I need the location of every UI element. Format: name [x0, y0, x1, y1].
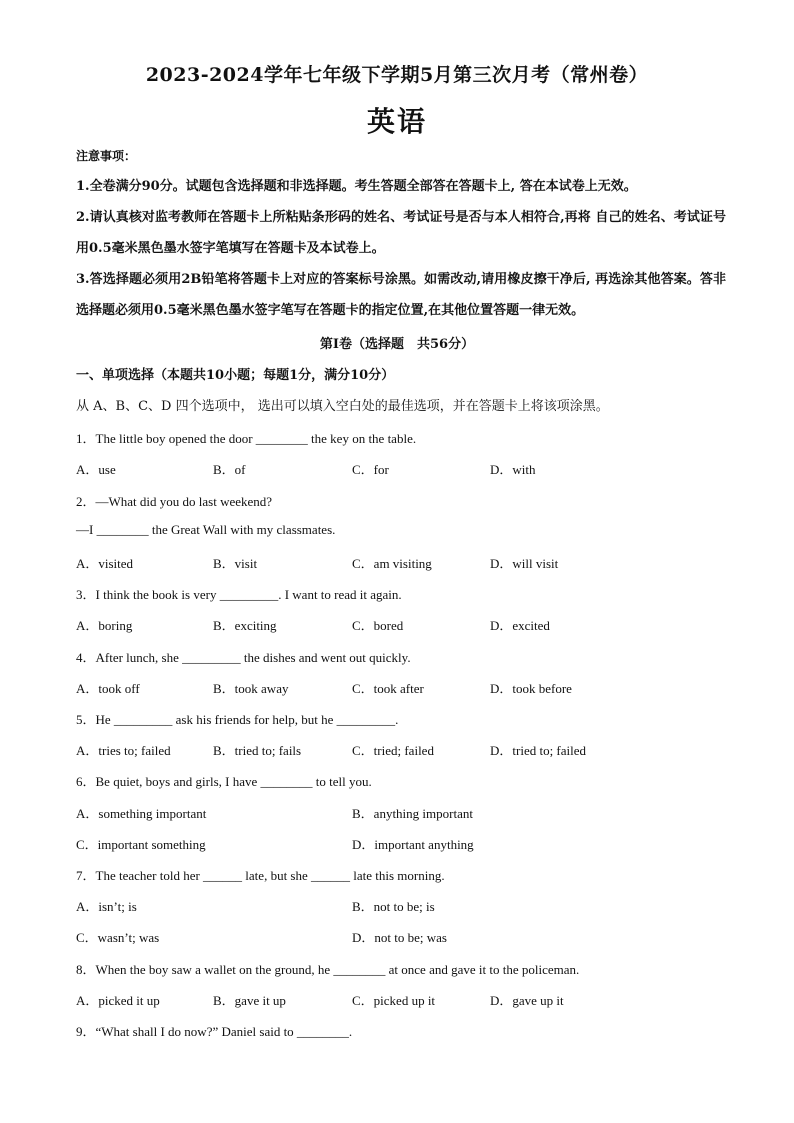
question-stem: 8．When the boy saw a wallet on the ground, he ________ at once and gave it to the policeman.: [76, 962, 580, 977]
note-3: 3.答选择题必须用2B铅笔将答题卡上对应的答案标号涂黑。如需改动,请用橡皮擦干净后, 再选涂其他答案。答非选择题必须用0.5毫米黑色墨水签字笔写在答题卡的指定位置,在其他位置答题一律无效。: [76, 272, 726, 318]
note-2: 2.请认真核对监考教师在答题卡上所粘贴条形码的姓名、考试证号是否与本人相符合,再将 自己的姓名、考试证号用0.5毫米黑色墨水签字笔填写在答题卡及本试卷上。: [76, 210, 726, 256]
option-d: D．tried to; failed: [490, 743, 587, 758]
part-title: 一、单项选择（本题共10小题；每题1分，满分10分）: [76, 368, 395, 383]
option-b: B．not to be; is: [352, 899, 435, 914]
option-b: B．gave it up: [213, 993, 286, 1008]
option-d: D．not to be; was: [352, 930, 447, 945]
option-c: C．tried; failed: [352, 743, 434, 758]
question-stem-line-2: —I ________ the Great Wall with my classmates.: [76, 522, 336, 537]
section-title: 第I卷（选择题 共56分）: [319, 337, 475, 352]
option-b: B．of: [213, 462, 246, 477]
option-a: A．boring: [76, 618, 133, 633]
option-c: C．wasn’t; was: [76, 930, 160, 945]
option-b: B．exciting: [213, 618, 277, 633]
option-a: A．visited: [76, 556, 134, 571]
instruction-text: 从 A、B、C、D 四个选项中， 选出可以填入空白处的最佳选项，并在答题卡上将该项涂黑。: [76, 399, 609, 414]
question-stem: 3．I think the book is very _________. I want to read it again.: [76, 587, 402, 602]
option-c: C．bored: [352, 618, 404, 633]
notes-heading: 注意事项：: [76, 149, 137, 163]
question-stem: 9．“What shall I do now?” Daniel said to ________.: [76, 1024, 353, 1039]
note-1: 1.全卷满分90分。试题包含选择题和非选择题。考生答题全部答在答题卡上, 答在本试卷上无效。: [76, 179, 637, 194]
option-b: B．visit: [213, 556, 258, 571]
option-a: A．something important: [76, 806, 207, 821]
option-d: D．took before: [490, 681, 572, 696]
option-c: C．for: [352, 462, 389, 477]
question-stem: 1．The little boy opened the door ________ the key on the table.: [76, 431, 417, 446]
question-stem: 4．After lunch, she _________ the dishes and went out quickly.: [76, 650, 411, 665]
option-d: D．will visit: [490, 556, 559, 571]
option-a: A．tries to; failed: [76, 743, 171, 758]
option-a: A．use: [76, 462, 116, 477]
question-stem: 6．Be quiet, boys and girls, I have ________ to tell you.: [76, 774, 372, 789]
option-d: D．with: [490, 462, 536, 477]
option-c: C．am visiting: [352, 556, 432, 571]
question-stem: 5．He _________ ask his friends for help, but he _________.: [76, 712, 399, 727]
option-a: A．took off: [76, 681, 140, 696]
subject-title: 英语: [366, 105, 427, 138]
option-d: D．excited: [490, 618, 550, 633]
exam-title: 2023-2024学年七年级下学期5月第三次月考（常州卷）: [145, 64, 649, 86]
option-a: A．isn’t; is: [76, 899, 137, 914]
option-a: A．picked it up: [76, 993, 160, 1008]
option-d: D．gave up it: [490, 993, 564, 1008]
option-d: D．important anything: [352, 837, 474, 852]
option-c: C．took after: [352, 681, 424, 696]
option-b: B．took away: [213, 681, 289, 696]
question-stem: 7．The teacher told her ______ late, but she ______ late this morning.: [76, 868, 445, 883]
question-stem: 2．—What did you do last weekend?: [76, 494, 273, 509]
option-c: C．picked up it: [352, 993, 436, 1008]
option-b: B．tried to; fails: [213, 743, 302, 758]
option-c: C．important something: [76, 837, 206, 852]
option-b: B．anything important: [352, 806, 473, 821]
